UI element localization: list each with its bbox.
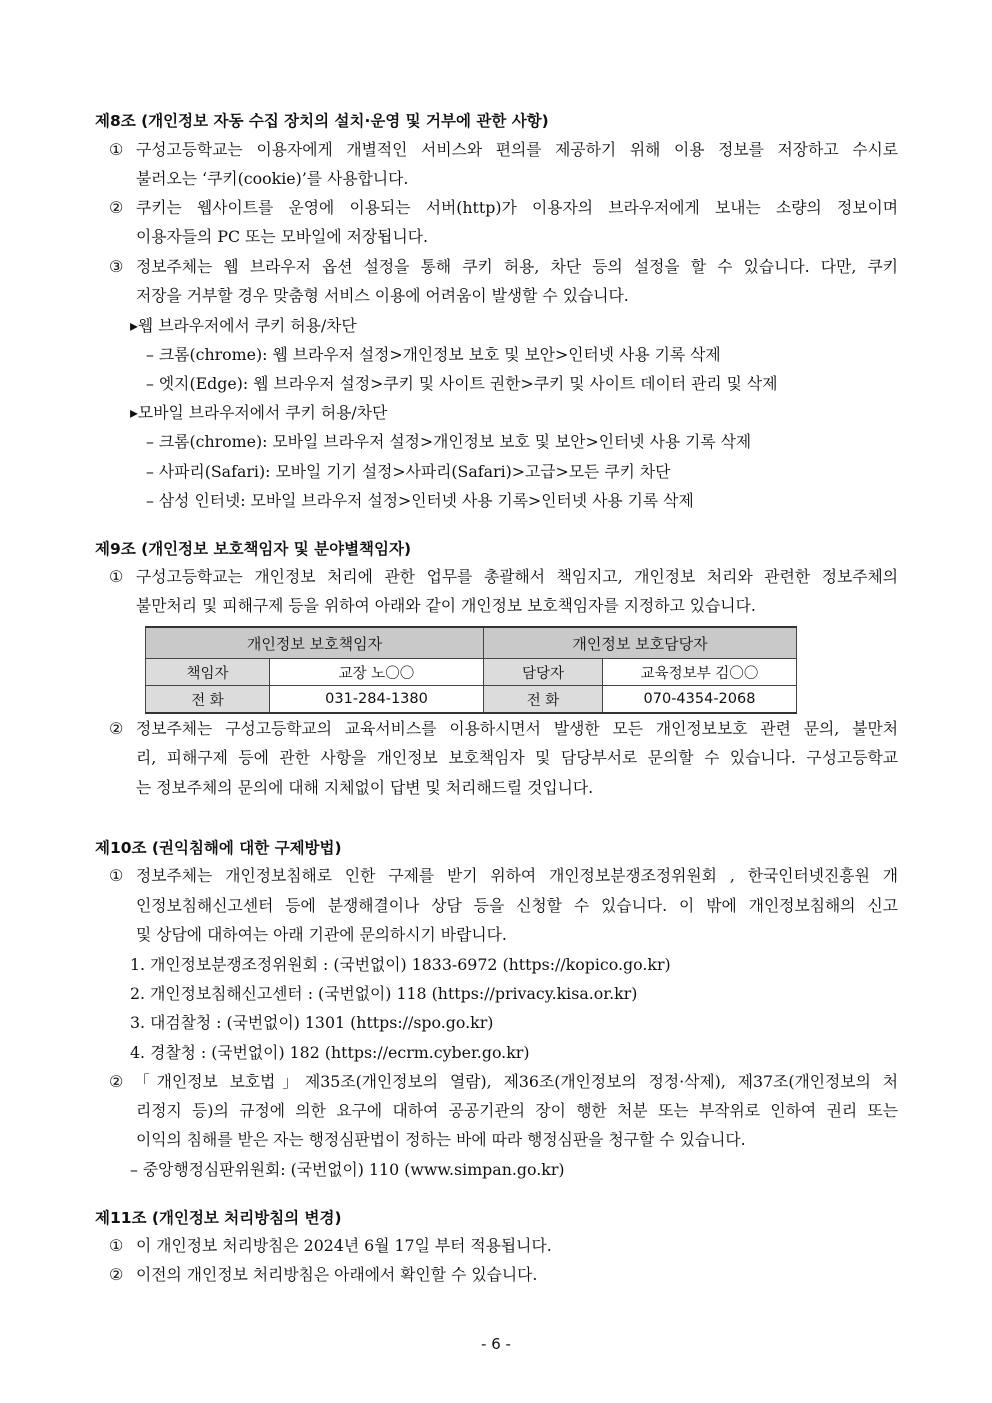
agency-item: 1. 개인정보분쟁조정위원회 : (국번없이) 1833-6972 (https://kopico.go.kr) <box>130 955 671 974</box>
section-8-title: 제8조 (개인정보 자동 수집 장치의 설치·운영 및 거부에 관한 사항) <box>95 112 549 130</box>
table-cell: 교장 노〇〇 <box>270 659 484 686</box>
sec8-p3-line2: 저장을 거부할 경우 맞춤형 서비스 이용에 어려움이 발생할 수 있습니다. <box>136 286 629 305</box>
mobile-browser-heading: ▸모바일 브라우저에서 쿠키 허용/차단 <box>130 403 388 422</box>
sec10-p2-line3: 이익의 침해를 받은 자는 행정심판법이 정하는 바에 따라 행정심판을 청구할 수 있습니다. <box>136 1130 746 1149</box>
sec8-p2-line2: 이용자들의 PC 또는 모바일에 저장됩니다. <box>136 227 428 246</box>
sec9-p1-line2: 불만처리 및 피해구제 등을 위하여 아래와 같이 개인정보 보호책임자를 지정하고 있습니다. <box>136 596 756 615</box>
sec9-p2-line1: 정보주체는 구성고등학교의 교육서비스를 이용하시면서 발생한 모든 개인정보보호 관련 문의, 불만처 <box>136 719 898 738</box>
page-number: - 6 - <box>481 1335 511 1353</box>
sec10-p1-line2: 인정보침해신고센터 등에 분쟁해결이나 상담 등을 신청할 수 있습니다. 이 밖에 개인정보침해의 신고 <box>136 896 898 915</box>
sec10-p2-line2: 리정지 등)의 규정에 의한 요구에 대하여 공공기관의 장이 행한 처분 또는 부작위로 인하여 권리 또는 <box>136 1101 898 1120</box>
web-browser-heading: ▸웹 브라우저에서 쿠키 허용/차단 <box>130 316 357 335</box>
table-header-row <box>146 627 797 659</box>
sec8-p2-line1: 쿠키는 웹사이트를 운영에 이용되는 서버(http)가 이용자의 브라우저에게 보내는 소량의 정보이며 <box>136 198 898 217</box>
para-number: ① <box>109 1236 124 1255</box>
table-cell: 교육정보부 김〇〇 <box>603 659 797 686</box>
table-row <box>146 659 797 686</box>
table-header-cell: 개인정보 보호책임자 <box>146 627 484 659</box>
sec9-p2-line2: 리, 피해구제 등에 관한 사항을 개인정보 보호책임자 및 담당부서로 문의할 수 있습니다. 구성고등학교 <box>136 748 898 767</box>
sec9-p2-line3: 는 정보주체의 문의에 대해 지체없이 답변 및 처리해드릴 것입니다. <box>136 778 594 797</box>
para-number: ③ <box>109 257 124 276</box>
list-item: – 사파리(Safari): 모바일 기기 설정>사파리(Safari)>고급>모든 쿠키 차단 <box>146 462 671 481</box>
section-9-title: 제9조 (개인정보 보호책임자 및 분야별책임자) <box>95 540 412 558</box>
agency-item: 3. 대검찰청 : (국번없이) 1301 (https://spo.go.kr) <box>130 1013 494 1032</box>
table-row <box>146 686 797 714</box>
para-number: ① <box>109 866 124 885</box>
sec8-p3-line1: 정보주체는 웹 브라우저 옵션 설정을 통해 쿠키 허용, 차단 등의 설정을 할 수 있습니다. 다만, 쿠키 <box>136 257 898 276</box>
agency-item: 2. 개인정보침해신고센터 : (국번없이) 118 (https://privacy.kisa.or.kr) <box>130 984 638 1003</box>
sec11-p1: 이 개인정보 처리방침은 2024년 6월 17일 부터 적용됩니다. <box>136 1236 552 1255</box>
list-item: – 크롬(chrome): 모바일 브라우저 설정>개인정보 보호 및 보안>인터넷 사용 기록 삭제 <box>146 432 752 451</box>
table-cell-label: 전 화 <box>146 686 270 714</box>
list-item: – 엣지(Edge): 웹 브라우저 설정>쿠키 및 사이트 권한>쿠키 및 사이트 데이터 관리 및 삭제 <box>146 374 778 393</box>
sec10-p2-line1: 「개인정보 보호법」제35조(개인정보의 열람), 제36조(개인정보의 정정·삭제), 제37조(개인정보의 처 <box>134 1072 898 1091</box>
sec10-p1-line1: 정보주체는 개인정보침해로 인한 구제를 받기 위하여 개인정보분쟁조정위원회 , 한국인터넷진흥원 개 <box>136 866 898 885</box>
table-cell-label: 담당자 <box>484 659 603 686</box>
para-number: ① <box>109 567 124 586</box>
sec8-p1-line2: 불러오는 ‘쿠키(cookie)’를 사용합니다. <box>136 169 409 188</box>
sec9-p1-line1: 구성고등학교는 개인정보 처리에 관한 업무를 총괄해서 책임지고, 개인정보 처리와 관련한 정보주체의 <box>136 567 898 586</box>
para-number: ① <box>109 140 124 159</box>
table-header-cell: 개인정보 보호담당자 <box>484 627 797 659</box>
table-cell: 070-4354-2068 <box>603 686 797 714</box>
para-number: ② <box>109 719 124 738</box>
list-item: – 크롬(chrome): 웹 브라우저 설정>개인정보 보호 및 보안>인터넷 사용 기록 삭제 <box>146 345 721 364</box>
para-number: ② <box>109 1265 124 1284</box>
table-cell: 031-284-1380 <box>270 686 484 714</box>
sec8-p1-line1: 구성고등학교는 이용자에게 개별적인 서비스와 편의를 제공하기 위해 이용 정보를 저장하고 수시로 <box>136 140 898 159</box>
sec10-p2-line4: – 중앙행정심판위원회: (국번없이) 110 (www.simpan.go.kr) <box>130 1160 565 1179</box>
privacy-officer-table <box>145 626 797 714</box>
table-cell-label: 전 화 <box>484 686 603 714</box>
agency-item: 4. 경찰청 : (국번없이) 182 (https://ecrm.cyber.go.kr) <box>130 1043 530 1062</box>
table-cell-label: 책임자 <box>146 659 270 686</box>
list-item: – 삼성 인터넷: 모바일 브라우저 설정>인터넷 사용 기록>인터넷 사용 기록 삭제 <box>146 491 694 510</box>
section-11-title: 제11조 (개인정보 처리방침의 변경) <box>95 1209 342 1227</box>
para-number: ② <box>109 1072 124 1091</box>
sec10-p1-line3: 및 상담에 대하여는 아래 기관에 문의하시기 바랍니다. <box>136 925 507 944</box>
sec11-p2: 이전의 개인정보 처리방침은 아래에서 확인할 수 있습니다. <box>136 1265 538 1284</box>
para-number: ② <box>109 198 124 217</box>
section-10-title: 제10조 (권익침해에 대한 구제방법) <box>95 839 342 857</box>
